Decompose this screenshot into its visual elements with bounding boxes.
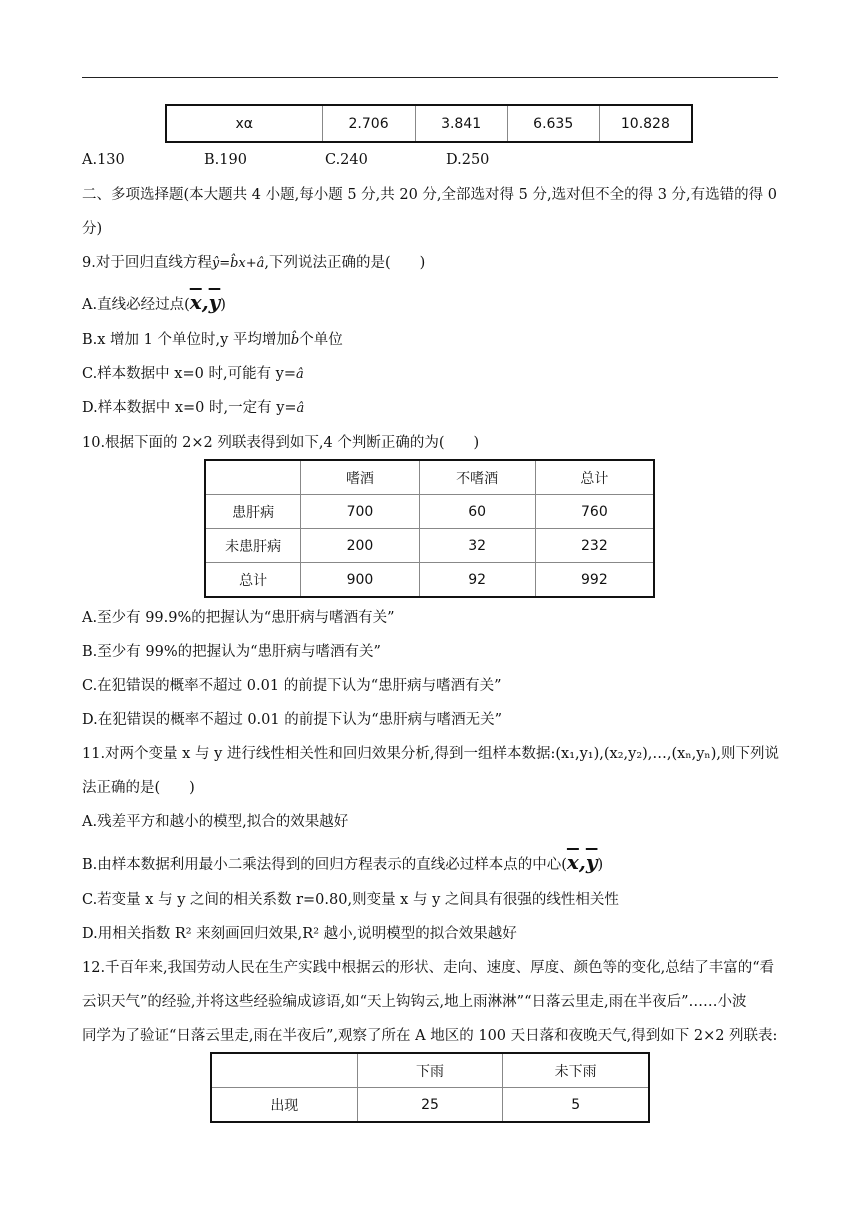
x-bar-symbol: $\overline{x}$ (566, 850, 579, 874)
q8-option-c: C.240 (325, 152, 368, 168)
q9-option-b (82, 330, 343, 351)
table-row (211, 1088, 649, 1123)
q12-stem-line3: 同学为了验证“日落云里走,雨在半夜后”,观察了所在 A 地区的 100 天日落和夜晚天气,得到如下 2×2 列联表: (82, 1028, 778, 1044)
q9-stem-text: 9.对于回归直线方程 (82, 255, 212, 271)
table-header-cell: 下雨 (357, 1053, 503, 1088)
a-hat-symbol: â (296, 367, 304, 382)
q10-contingency-table (204, 459, 655, 598)
q10-option-b: B.至少有 99%的把握认为“患肝病与嗜酒有关” (82, 644, 381, 660)
comma: , (201, 290, 209, 314)
critical-value-table (165, 104, 693, 143)
table-header-cell (211, 1053, 357, 1088)
q11-option-a: A.残差平方和越小的模型,拟合的效果越好 (82, 814, 349, 830)
q9-equation: ŷ=b̂x+â (211, 256, 265, 271)
q10-stem: 10.根据下面的 2×2 列联表得到如下,4 个判断正确的为( ) (82, 435, 480, 451)
table-header-cell: 嗜酒 (301, 460, 419, 495)
header-rule (82, 77, 778, 78)
q9-option-a-text: A.直线必经过点( (82, 297, 190, 313)
q12-contingency-table (210, 1052, 650, 1123)
table-cell: 患肝病 (205, 495, 301, 529)
q11-option-d: D.用相关指数 R² 来刻画回归效果,R² 越小,说明模型的拟合效果越好 (82, 926, 517, 942)
table-cell: xα (166, 105, 322, 142)
x-bar-symbol: $\overline{x}$ (189, 290, 202, 314)
table-row (211, 1053, 649, 1088)
b-hat-symbol: b̂ (290, 333, 300, 348)
table-cell: 总计 (205, 563, 301, 598)
table-cell: 出现 (211, 1088, 357, 1123)
table-row (205, 495, 654, 529)
table-cell: 3.841 (415, 105, 507, 142)
q8-option-a: A.130 (82, 152, 125, 168)
table-cell: 6.635 (507, 105, 599, 142)
q11-stem-line2: 法正确的是( ) (82, 780, 195, 796)
table-cell: 5 (503, 1088, 649, 1123)
y-bar-symbol: $\overline{y}$ (585, 850, 598, 874)
q11-option-b-text: B.由样本数据利用最小二乘法得到的回归方程表示的直线必过样本点的中心( (82, 857, 567, 873)
table-row (205, 460, 654, 495)
table-cell: 60 (419, 495, 535, 529)
q10-option-c: C.在犯错误的概率不超过 0.01 的前提下认为“患肝病与嗜酒有关” (82, 678, 502, 694)
section2-heading-line2: 分) (82, 221, 103, 237)
q11-stem-line1: 11.对两个变量 x 与 y 进行线性相关性和回归效果分析,得到一组样本数据:(x₁,y₁),(x₂,y₂),…,(xₙ,yₙ),则下列说 (82, 746, 779, 762)
table-cell: 992 (535, 563, 654, 598)
table-header-cell: 总计 (535, 460, 654, 495)
q8-option-b: B.190 (204, 152, 247, 168)
q10-option-d: D.在犯错误的概率不超过 0.01 的前提下认为“患肝病与嗜酒无关” (82, 712, 503, 728)
table-header-cell (205, 460, 301, 495)
table-header-cell: 不嗜酒 (419, 460, 535, 495)
section2-heading-line1: 二、多项选择题(本大题共 4 小题,每小题 5 分,共 20 分,全部选对得 5 分,选对但不全的得 3 分,有选错的得 0 (82, 187, 777, 203)
table-cell: 900 (301, 563, 419, 598)
table-cell: 25 (357, 1088, 503, 1123)
table-row (205, 529, 654, 563)
table-row (205, 563, 654, 598)
table-cell: 700 (301, 495, 419, 529)
q11-option-c: C.若变量 x 与 y 之间的相关系数 r=0.80,则变量 x 与 y 之间具有很强的线性相关性 (82, 892, 619, 908)
table-cell: 200 (301, 529, 419, 563)
q9-option-a-close: ) (220, 297, 226, 313)
table-cell: 232 (535, 529, 654, 563)
q8-option-d: D.250 (446, 152, 490, 168)
q12-stem-line2: 云识天气”的经验,并将这些经验编成谚语,如“天上钩钩云,地上雨淋淋”“日落云里走,雨在半夜后”……小波 (82, 994, 747, 1010)
table-cell: 760 (535, 495, 654, 529)
y-bar-symbol: $\overline{y}$ (208, 290, 221, 314)
table-cell: 2.706 (322, 105, 415, 142)
q9-option-a (82, 292, 226, 315)
q10-option-a: A.至少有 99.9%的把握认为“患肝病与嗜酒有关” (82, 610, 395, 626)
q9-stem-tail: ,下列说法正确的是( ) (264, 255, 426, 271)
a-hat-symbol: â (296, 401, 305, 416)
table-header-cell: 未下雨 (503, 1053, 649, 1088)
comma: , (578, 850, 586, 874)
table-cell: 32 (419, 529, 535, 563)
q9-option-b-tail: 个单位 (299, 332, 343, 348)
q11-option-b (82, 852, 603, 875)
q12-stem-line1: 12.千百年来,我国劳动人民在生产实践中根据云的形状、走向、速度、厚度、颜色等的变化,总结了丰富的“看 (82, 960, 775, 976)
q11-option-b-close: ) (597, 857, 604, 873)
table-row (166, 105, 692, 142)
q9-option-d (82, 398, 304, 419)
q9-option-b-text: B.x 增加 1 个单位时,y 平均增加 (82, 332, 291, 348)
q9-option-c-text: C.样本数据中 x=0 时,可能有 y= (82, 366, 297, 382)
q9-stem (82, 253, 425, 274)
table-cell: 10.828 (599, 105, 692, 142)
q9-option-c (82, 364, 304, 385)
table-cell: 92 (419, 563, 535, 598)
q9-option-d-text: D.样本数据中 x=0 时,一定有 y= (82, 400, 297, 416)
table-cell: 未患肝病 (205, 529, 301, 563)
